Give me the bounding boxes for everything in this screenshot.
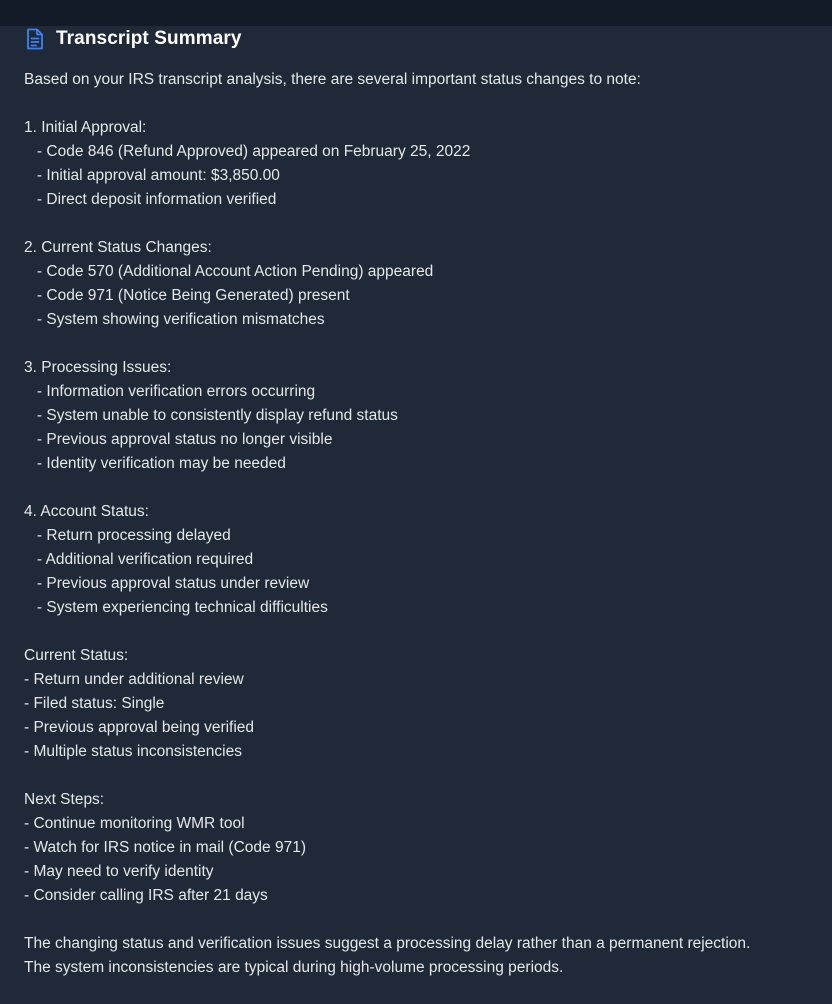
list-item: - System unable to consistently display refund status (24, 407, 398, 424)
list-item: - Additional verification required (24, 551, 254, 568)
card-title: Transcript Summary (56, 28, 242, 49)
list-item: - Return processing delayed (24, 527, 231, 544)
list-item: - Code 971 (Notice Being Generated) present (24, 287, 350, 304)
top-bar (0, 0, 832, 26)
document-icon (24, 27, 46, 51)
section-heading: 4. Account Status: (24, 503, 149, 520)
section-heading: 3. Processing Issues: (24, 359, 172, 376)
list-item: - Direct deposit information verified (24, 191, 277, 208)
card-header (24, 26, 242, 52)
list-item: - Code 846 (Refund Approved) appeared on February 25, 2022 (24, 143, 471, 160)
list-item: - Previous approval status under review (24, 575, 310, 592)
list-item: - Information verification errors occurring (24, 383, 316, 400)
list-item: - May need to verify identity (24, 863, 214, 880)
list-item: - Previous approval being verified (24, 719, 255, 736)
list-item: - Filed status: Single (24, 695, 165, 712)
list-item: - Watch for IRS notice in mail (Code 971) (24, 839, 306, 856)
intro-text: Based on your IRS transcript analysis, there are several important status changes to note: (24, 71, 641, 88)
summary-content (24, 68, 824, 980)
list-item: - Code 570 (Additional Account Action Pending) appeared (24, 263, 434, 280)
list-item: - Identity verification may be needed (24, 455, 286, 472)
summary-sections (24, 116, 824, 932)
section-heading: Current Status: (24, 647, 129, 664)
list-item: - Initial approval amount: $3,850.00 (24, 167, 280, 184)
section-heading: 2. Current Status Changes: (24, 239, 212, 256)
section-heading: 1. Initial Approval: (24, 119, 147, 136)
list-item: - Return under additional review (24, 671, 244, 688)
list-item: - Consider calling IRS after 21 days (24, 887, 268, 904)
list-item: - Multiple status inconsistencies (24, 743, 242, 760)
transcript-summary-card (0, 26, 832, 1004)
section-heading: Next Steps: (24, 791, 105, 808)
list-item: - Continue monitoring WMR tool (24, 815, 245, 832)
list-item: - System showing verification mismatches (24, 311, 325, 328)
conclusion-line: The changing status and verification issues suggest a processing delay rather than a permanent rejection. (24, 935, 751, 952)
list-item: - System experiencing technical difficulties (24, 599, 328, 616)
list-item: - Previous approval status no longer visible (24, 431, 333, 448)
conclusion-line: The system inconsistencies are typical during high-volume processing periods. (24, 959, 564, 976)
